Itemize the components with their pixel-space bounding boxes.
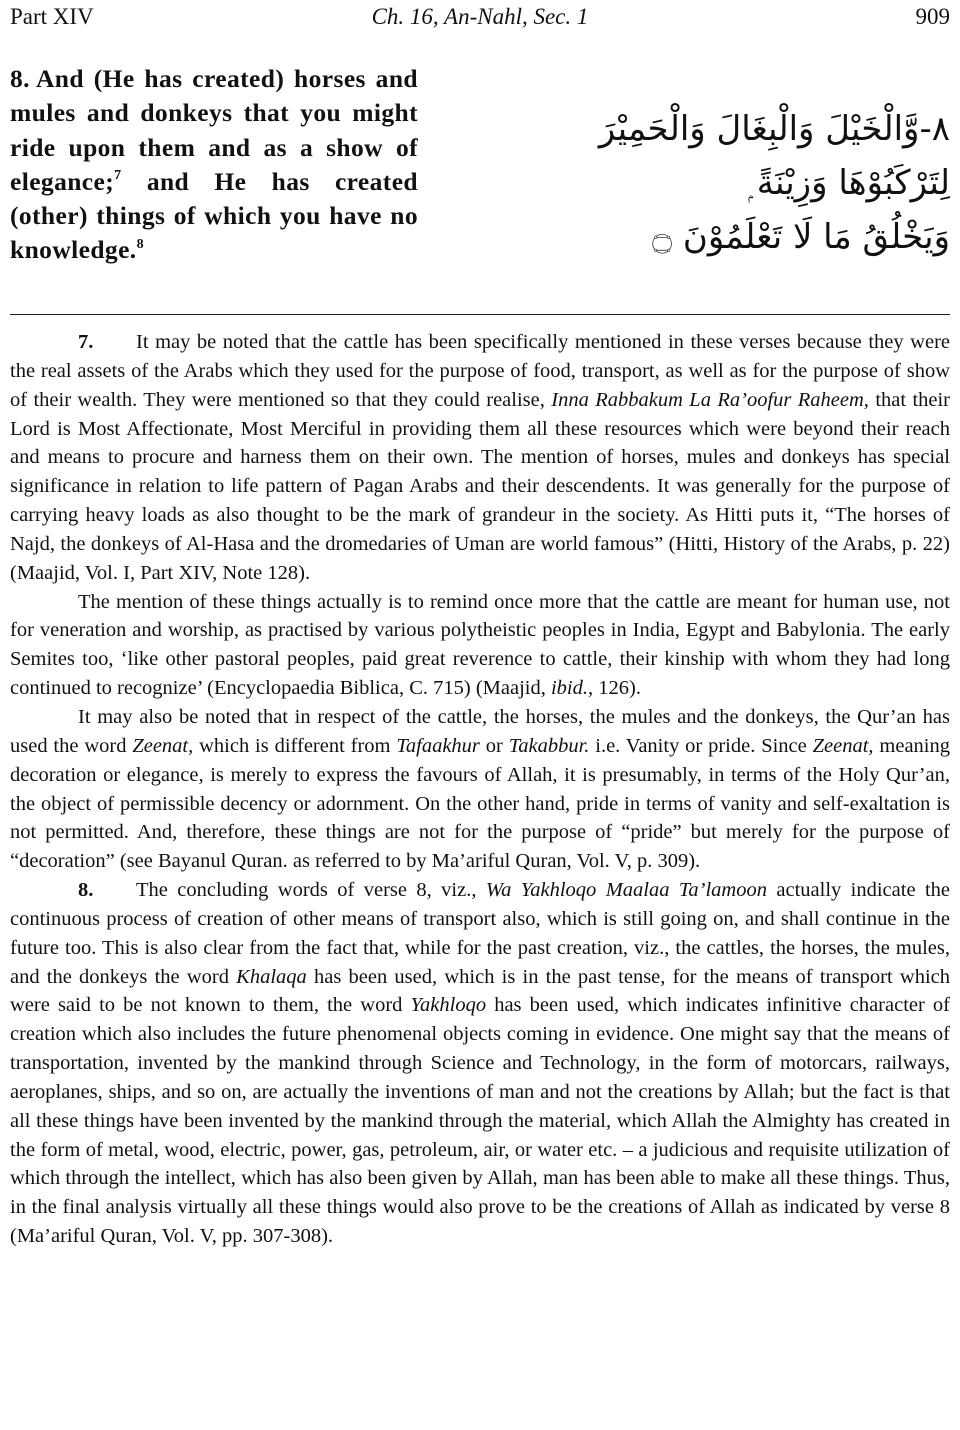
part-label: Part XIV bbox=[10, 4, 94, 29]
note-8-number: 8. bbox=[78, 879, 94, 902]
note-7-paragraph-3: It may also be noted that in respect of the cattle, the horses, the mules and the donkeys, the Qur’an has used the word Zeenat, which is different from Tafaakhur or Takabbur. i.e. Vanity or pride. Since Zeenat, meaning decoration or elegance, is merely to express the favours of Allah, it is presumably, in terms of the Holy Qur’an, the object of permissible decency or adornment. On the other hand, pride in terms of vanity and self-exaltation is not permitted. And, therefore, these things are not for the purpose of “pride” but merely for the purpose of “decoration” (see Bayanul Quran. as referred to by Ma’ariful Quran, Vol. V, p. 309). bbox=[10, 705, 950, 873]
verse-text-part1: And (He has created) horses and mules and donkeys that you might ride upon them and as a show of elegance; bbox=[10, 64, 418, 196]
verse-number: 8. bbox=[10, 64, 30, 93]
verse-translation bbox=[10, 62, 418, 268]
footnote-ref-8: 8 bbox=[136, 236, 144, 252]
section-divider bbox=[10, 314, 950, 315]
note-7-number: 7. bbox=[78, 331, 94, 353]
note-7-paragraph-1: 7. It may be noted that the cattle has been specifically mentioned in these verses because they were the real assets of the Arabs which they used for the purpose of food, transport, as well as for the purpose of show of their wealth. They were mentioned so that they could realise, Inna Rabbakum La Ra’oofur Raheem, that their Lord is Most Affectionate, Most Merciful in providing them all these resources which were beyond their reach and means to procure and harness them on their own. The mention of horses, mules and donkeys has special significance in relation to life pattern of Pagan Arabs and their descendents. It was generally for the purpose of carrying heavy loads as also thought to be the mark of grandeur in the society. As Hitti puts it, “The horses of Najd, the donkeys of Al-Hasa and the dromedaries of Uman are world famous” (Hitti, History of the Arabs, p. 22) (Maajid, Vol. I, Part XIV, Note 128). bbox=[10, 328, 950, 588]
arabic-line-1: ٨-وَّالْخَيْلَ وَالْبِغَالَ وَالْحَمِيْرَ bbox=[598, 109, 950, 149]
page-header bbox=[10, 4, 950, 34]
arabic-line-3: وَيَخْلُقُ مَا لَا تَعْلَمُوْنَ ۝ bbox=[652, 217, 950, 257]
arabic-verse bbox=[598, 102, 950, 264]
footnote-ref-7: 7 bbox=[114, 168, 122, 183]
arabic-line-2: لِتَرْكَبُوْهَا وَزِيْنَةً ۭ bbox=[748, 163, 950, 203]
note-8-paragraph: 8. The concluding words of verse 8, viz., Wa Yakhloqo Maalaa Ta’lamoon actually indicate the continuous process of creation of other means of transport also, which is still going on, and shall continue in the future too. This is also clear from the fact that, while for the past creation, viz., the cattles, the horses, the mules, and the donkeys the word Khalaqa has been used, which is in the past tense, for the means of transport which were said to be not known to them, the word Yakhloqo has been used, which indicates infinitive character of creation which also includes the future phenomenal objects coming in evidence. One might say that the means of transportation, invented by the mankind through Science and Technology, in the form of motorcars, railways, aeroplanes, ships, and so on, are actually the inventions of man and not the creations by Allah; but the fact is that all these things have been invented by the mankind through the material, which Allah the Almighty has created in the form of metal, wood, electric, power, gas, petroleum, air, or water etc. – a judicious and requisite utilization of which through the intellect, which has also been given by Allah, man has been able to make all these things. Thus, in the final analysis virtually all these things would also prove to be the creations of Allah as indicated by verse 8 (Ma’ariful Quran, Vol. V, pp. 307-308). bbox=[10, 876, 950, 1251]
commentary-notes bbox=[10, 328, 950, 1251]
note-7-paragraph-2: The mention of these things actually is to remind once more that the cattle are meant for human use, not for veneration and worship, as practised by various polytheistic peoples in India, Egypt and Babylonia. The early Semites too, ‘like other pastoral peoples, paid great reverence to cattle, their kinship with whom they had long continued to recognize’ (Encyclopaedia Biblica, C. 715) (Maajid, ibid., 126). bbox=[10, 590, 950, 700]
page-number: 909 bbox=[915, 4, 950, 29]
chapter-title: Ch. 16, An-Nahl, Sec. 1 bbox=[371, 4, 589, 29]
verse-text-part2: and He has created (other) things of which you have no knowledge. bbox=[10, 166, 418, 265]
